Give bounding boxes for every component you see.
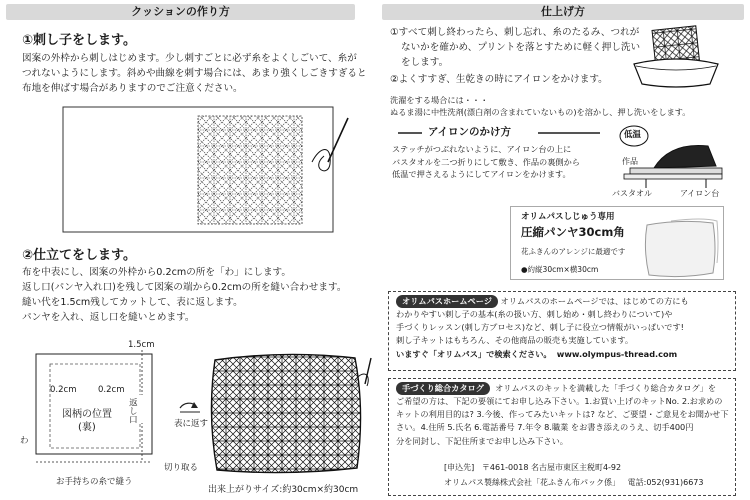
seam-allowance-label: 1.5cm (128, 340, 155, 350)
iron-text: ステッチがつぶれないように、アイロン台の上に バスタオルを二つ折りにして敷き、作品の裏側から 低温で押さえるようにしてアイロンをかけます。 (392, 144, 580, 180)
pillow-insert-illustration (641, 217, 719, 279)
board-label: アイロン台 (680, 189, 720, 198)
address-line: [申込先] 〒461-0018 名古屋市東区主税町4-92 (444, 463, 622, 472)
iron-title-bar (398, 126, 603, 139)
left-section-header: クッションの作り方 (6, 4, 355, 20)
step2-title: ②仕立てをします。 (22, 248, 136, 263)
washing-note-text: ぬるま湯に中性洗剤(漂白剤の含まれていないもの)を溶かし、押し洗いをします。 (390, 107, 691, 117)
pattern-position-label: 図柄の位置 (62, 409, 112, 420)
right-section-header: 仕上げ方 (382, 4, 744, 20)
cut-label: 切り取る (164, 463, 199, 473)
search-prompt: いますぐ「オリムパス」で検索ください。 (396, 348, 552, 359)
fold-label: わ (20, 436, 29, 446)
step1-text: 図案の外枠から刺しはじめます。少し刺すごとに必ず糸をよくしごいて、糸が つれないようにします。斜めや曲線を刺す場合には、あまり強くしごきすぎると 布地を伸ばす場合がありますのでご注意ください。 (22, 53, 367, 94)
finished-size-label: 出来上がりサイズ:約30cm×約30cm (208, 485, 359, 495)
turn-arrow-icon (178, 400, 202, 414)
towel-label: バスタオル (612, 189, 652, 198)
finishing-step2: ②よくすすぎ、生乾きの時にアイロンをかけます。 (390, 74, 608, 85)
website-url-link[interactable]: www.olympus-thread.com (556, 348, 678, 359)
finishing-step1: ①すべて刺し終わったら、刺し忘れ、糸のたるみ、つれが ないかを確かめ、プリントを落とすために軽く押し洗い をします。 (390, 27, 641, 68)
product-line4: ●約縦30cm×横30cm (521, 265, 599, 274)
sewing-diagram (22, 340, 172, 470)
product-line3: 花ふきんのアレンジに最適です (521, 247, 626, 256)
finished-cushion-illustration (205, 350, 373, 476)
product-box (510, 206, 724, 280)
work-label: 作品 (622, 157, 638, 166)
catalog-tag: 手づくり総合カタログ (396, 382, 490, 395)
company-line: オリムパス製絲株式会社「花ふきん布パック係」 電話:052(931)6673 (444, 478, 704, 487)
margin-left-label: 0.2cm (50, 385, 77, 395)
product-line1: オリムパスしじゅう専用 (521, 212, 615, 222)
step2-text: 布を中表にし、図案の外枠から0.2cmの所を「わ」にします。 返し口(パンヤ入れ口)を残して図案の端から0.2cmの所を縫い合わせます。 縫い代を1.5cm残してカットして、表に返します。 パンヤを入れ、返し口を縫いとめます。 (22, 267, 347, 323)
opening-label: 返し口 (127, 398, 138, 424)
product-line2: 圧縮パンヤ30cm角 (521, 225, 625, 239)
homepage-text: オリムパスホームページ オリムパスのホームページでは、はじめての方にも わかりやすい刺し子の基本(糸の扱い方、刺し始め・刺し終わりについて)や 手づくりレッスン(刺し方プロセス)など、刺し子に役立つ情報がいっぱいです! 刺し子キットはもちろん、その他商品の販売も実施しています。 いますぐ「オリムパス」で検索ください。 www.olympus-thread.com (396, 296, 689, 359)
washing-note-title: 洗濯をする場合には・・・ (390, 95, 489, 105)
sashiko-fabric-illustration (62, 106, 354, 234)
hand-sew-label: お手持ちの糸で縫う (56, 477, 133, 487)
pattern-position-sub: (裏) (78, 422, 96, 433)
washing-basin-illustration (630, 24, 722, 88)
low-temp-label: 低温 (624, 130, 642, 140)
turn-label: 表に返す (174, 419, 209, 429)
homepage-tag: オリムパスホームページ (396, 295, 498, 308)
catalog-text: 手づくり総合カタログ オリムパスのキットを満載した「手づくり総合カタログ」を ご希望の方は、下記の要領にてお申し込み下さい。1.お買い上げのキットNo. 2.お求めの キットの利用目的は? 3.今後、作ってみたいキットは? など、ご要望・ご意見をお聞かせ下 さい。4.住所 5.氏名 6.電話番号 7.年令 8.職業 をお書き添えのうえ、切手400円 分を同封し、下記住所までお申し込み下さい。 (396, 383, 729, 446)
step1-title: ①刺し子をします。 (22, 33, 136, 48)
margin-right-label: 0.2cm (98, 385, 125, 395)
iron-title: アイロンのかけ方 (428, 126, 512, 138)
